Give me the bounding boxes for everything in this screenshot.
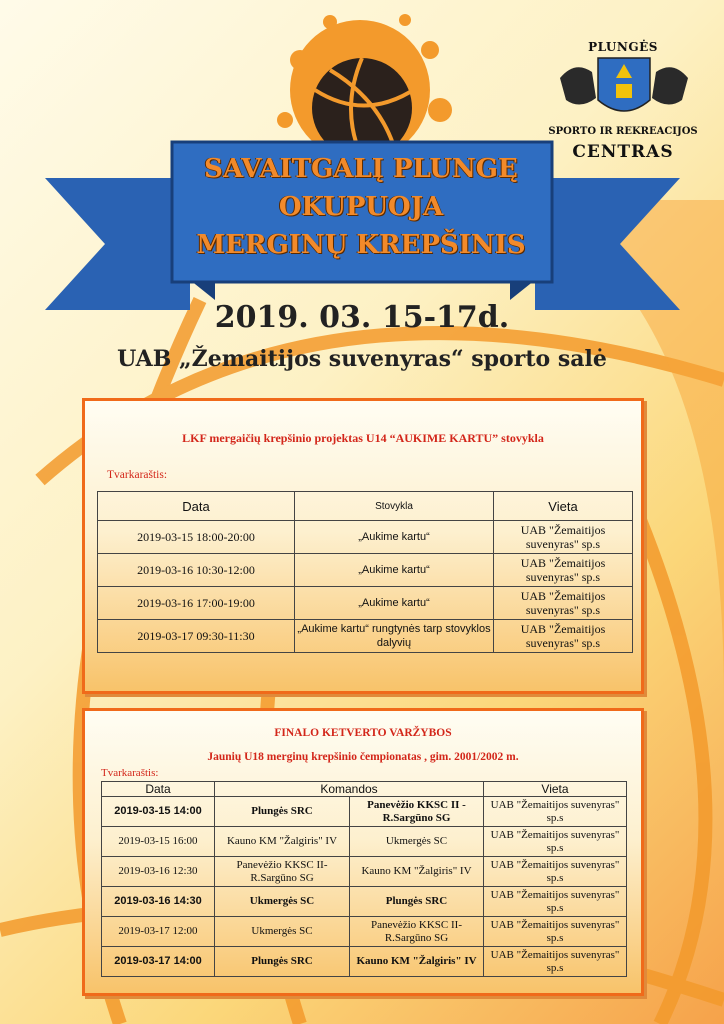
final-four-panel (82, 708, 644, 996)
logo-name: CENTRAS (572, 142, 674, 162)
logo-city: PLUNGĖS (588, 40, 658, 54)
sports-center-logo (548, 40, 698, 170)
cell-date: 2019-03-16 10:30-12:00 (98, 554, 295, 587)
column-header-teams: Komandos (215, 782, 484, 797)
cell-place: UAB "Žemaitijos suvenyras" sp.s (484, 857, 627, 887)
camp-schedule-label: Tvarkaraštis: (107, 469, 168, 481)
cell-team-home: Panevėžio KKSC II- R.Sargūno SG (215, 857, 350, 887)
event-venue: UAB „Žemaitijos suvenyras“ sporto salė (117, 346, 607, 372)
headline-line-3: MERGINŲ KREPŠINIS (196, 230, 526, 260)
table-header-row (102, 782, 627, 797)
cell-team-away: Panevėžio KKSC II- R.Sargūno SG (350, 917, 484, 947)
column-header-date: Data (98, 492, 295, 521)
cell-team-home: Plungės SRC (215, 947, 350, 977)
cell-team-home: Ukmergės SC (215, 887, 350, 917)
event-date: 2019. 03. 15-17d. (214, 300, 510, 335)
cell-place: UAB "Žemaitijos suvenyras" sp.s (484, 797, 627, 827)
cell-date: 2019-03-17 12:00 (102, 917, 215, 947)
table-row (102, 797, 627, 827)
final-schedule-label: Tvarkaraštis: (101, 767, 159, 779)
camp-title: LKF mergaičių krepšinio projektas U14 “AUKIME KARTU” stovykla (182, 431, 544, 445)
cell-place: UAB "Žemaitijos suvenyras" sp.s (484, 887, 627, 917)
cell-team-away: Ukmergės SC (350, 827, 484, 857)
cell-team-home: Ukmergės SC (215, 917, 350, 947)
table-row (102, 887, 627, 917)
table-row (102, 947, 627, 977)
cell-team-away: Plungės SRC (350, 887, 484, 917)
table-row (98, 620, 633, 653)
table-row (102, 857, 627, 887)
table-row (98, 521, 633, 554)
cell-place: UAB "Žemaitijos suvenyras" sp.s (484, 917, 627, 947)
cell-date: 2019-03-16 12:30 (102, 857, 215, 887)
cell-place: UAB "Žemaitijos suvenyras" sp.s (494, 521, 633, 554)
table-row (102, 917, 627, 947)
table-row (98, 554, 633, 587)
cell-team-away: Kauno KM "Žalgiris" IV (350, 857, 484, 887)
camp-schedule-table (97, 491, 633, 653)
cell-place: UAB "Žemaitijos suvenyras" sp.s (484, 947, 627, 977)
cell-team-away: Panevėžio KKSC II - R.Sargūno SG (350, 797, 484, 827)
event-headline (176, 150, 546, 264)
table-header-row (98, 492, 633, 521)
final-title: FINALO KETVERTO VARŽYBOS (274, 727, 452, 739)
headline-line-1: SAVAITGALĮ PLUNGĘ (204, 154, 518, 184)
cell-date: 2019-03-16 17:00-19:00 (98, 587, 295, 620)
column-header-date: Data (102, 782, 215, 797)
cell-camp: „Aukime kartu“ (295, 587, 494, 620)
cell-date: 2019-03-16 14:30 (102, 887, 215, 917)
cell-team-away: Kauno KM "Žalgiris" IV (350, 947, 484, 977)
camp-schedule-panel (82, 398, 644, 694)
column-header-place: Vieta (484, 782, 627, 797)
cell-date: 2019-03-15 14:00 (102, 797, 215, 827)
cell-place: UAB "Žemaitijos suvenyras" sp.s (494, 587, 633, 620)
cell-date: 2019-03-17 09:30-11:30 (98, 620, 295, 653)
cell-camp: „Aukime kartu“ (295, 554, 494, 587)
final-subtitle: Jaunių U18 merginų krepšinio čempionatas , gim. 2001/2002 m. (207, 751, 519, 763)
final-schedule-table (101, 781, 627, 977)
cell-date: 2019-03-17 14:00 (102, 947, 215, 977)
cell-team-home: Plungės SRC (215, 797, 350, 827)
cell-date: 2019-03-15 18:00-20:00 (98, 521, 295, 554)
cell-place: UAB "Žemaitijos suvenyras" sp.s (494, 554, 633, 587)
cell-camp: „Aukime kartu“ (295, 521, 494, 554)
logo-subtitle: SPORTO IR REKREACIJOS (548, 126, 698, 137)
headline-line-2: OKUPUOJA (278, 192, 444, 222)
column-header-camp: Stovykla (295, 492, 494, 521)
cell-date: 2019-03-15 16:00 (102, 827, 215, 857)
cell-place: UAB "Žemaitijos suvenyras" sp.s (484, 827, 627, 857)
cell-camp: „Aukime kartu“ rungtynės tarp stovyklos dalyvių (295, 620, 494, 653)
column-header-place: Vieta (494, 492, 633, 521)
cell-place: UAB "Žemaitijos suvenyras" sp.s (494, 620, 633, 653)
table-row (98, 587, 633, 620)
table-row (102, 827, 627, 857)
cell-team-home: Kauno KM "Žalgiris" IV (215, 827, 350, 857)
